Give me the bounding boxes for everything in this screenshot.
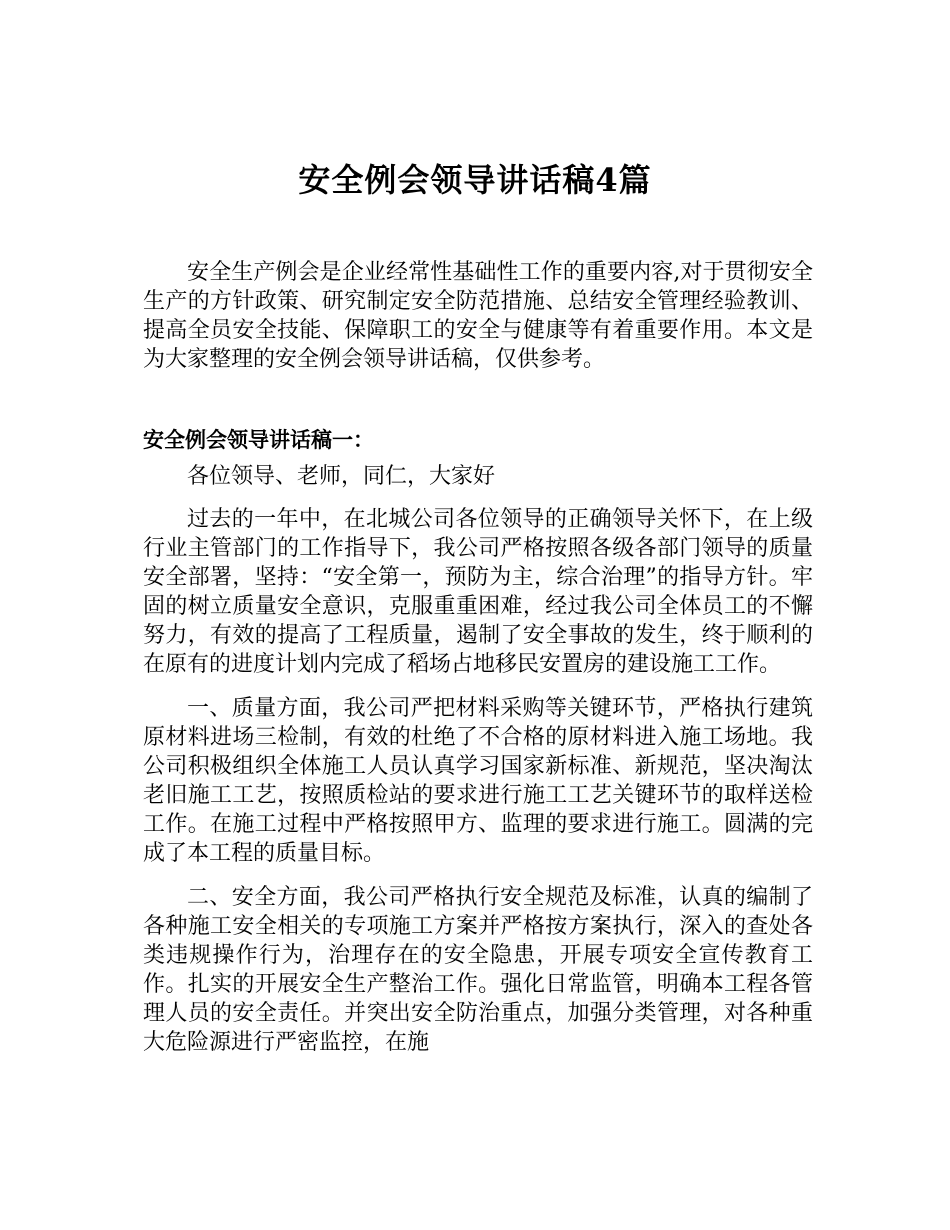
section-heading: 安全例会领导讲话稿一： <box>143 427 374 452</box>
body-paragraph-3: 二、安全方面，我公司严格执行安全规范及标准，认真的编制了各种施工安全相关的专项施工方案并严格按方案执行，深入的查处各类违规操作行为，治理存在的安全隐患，开展专项安全宣传教育工作。扎实的开展安全生产整治工作。强化日常监管，明确本工程各管理人员的安全责任。并突出安全防治重点，加强分类管理，对各种重大危险源进行严密监控，在施 <box>143 885 813 1055</box>
intro-paragraph: 安全生产例会是企业经常性基础性工作的重要内容,对于贯彻安全生产的方针政策、研究制定安全防范措施、总结安全管理经验教训、提高全员安全技能、保障职工的安全与健康等有着重要作用。本文是为大家整理的安全例会领导讲话稿，仅供参考。 <box>143 260 813 372</box>
body-paragraph-2: 一、质量方面，我公司严把材料采购等关键环节，严格执行建筑原材料进场三检制，有效的杜绝了不合格的原材料进入施工场地。我公司积极组织全体施工人员认真学习国家新标准、新规范，坚决淘汰老旧施工工艺，按照质检站的要求进行施工工艺关键环节的取样送检工作。在施工过程中严格按照甲方、监理的要求进行施工。圆满的完成了本工程的质量目标。 <box>143 696 813 866</box>
document-title: 安全例会领导讲话稿4篇 <box>298 161 652 199</box>
body-paragraph-1: 过去的一年中，在北城公司各位领导的正确领导关怀下，在上级行业主管部门的工作指导下，我公司严格按照各级各部门领导的质量安全部署，坚持：“安全第一，预防为主，综合治理”的指导方针。牢固的树立质量安全意识，克服重重困难，经过我公司全体员工的不懈努力，有效的提高了工程质量，遏制了安全事故的发生，终于顺利的在原有的进度计划内完成了稻场占地移民安置房的建设施工工作。 <box>143 507 813 677</box>
greeting-paragraph: 各位领导、老师，同仁，大家好 <box>187 464 496 489</box>
document-body <box>143 258 813 1072</box>
